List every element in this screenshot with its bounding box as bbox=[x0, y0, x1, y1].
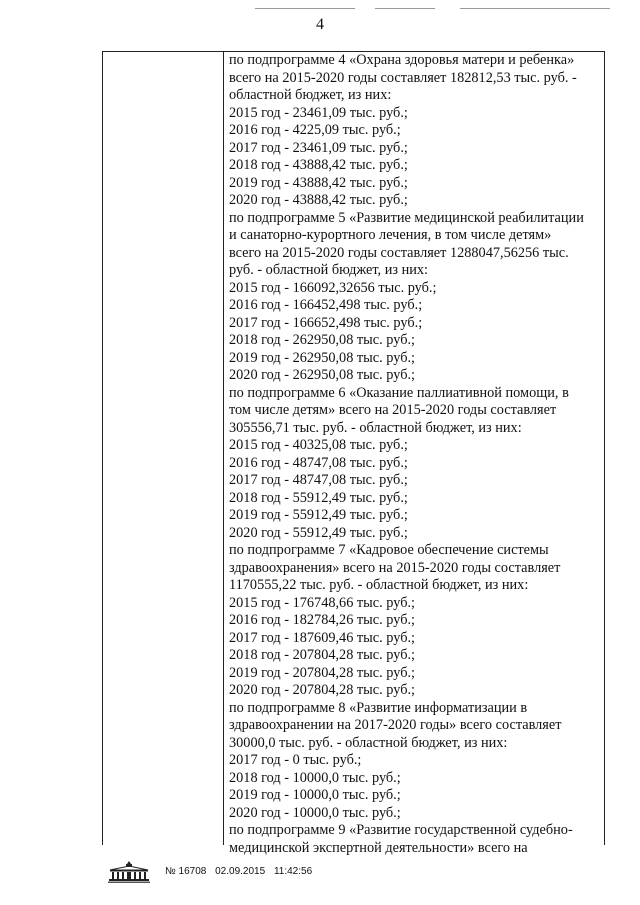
registration-date: 02.09.2015 bbox=[215, 866, 266, 877]
text-line: 2016 год - 48747,08 тыс. руб.; bbox=[229, 454, 408, 471]
text-line: 2015 год - 23461,09 тыс. руб.; bbox=[229, 104, 408, 121]
text-line: 2018 год - 43888,42 тыс. руб.; bbox=[229, 157, 408, 173]
text-line: 2020 год - 43888,42 тыс. руб.; bbox=[229, 192, 408, 208]
scan-artifact-line bbox=[255, 8, 355, 9]
text-line: 2018 год - 262950,08 тыс. руб.; bbox=[229, 332, 416, 348]
text-line: по подпрограмме 9 «Развитие государственной судебно- bbox=[229, 822, 573, 838]
text-line: областной бюджет, из них: bbox=[229, 87, 392, 103]
text-line: 2020 год - 207804,28 тыс. руб.; bbox=[229, 682, 416, 698]
text-line: здравоохранении на 2017-2020 годы» всего составляет bbox=[229, 717, 562, 733]
text-line: 2017 год - 187609,46 тыс. руб.; bbox=[229, 629, 416, 646]
text-line: 1170555,22 тыс. руб. - областной бюджет, из них: bbox=[229, 577, 529, 593]
text-line: 30000,0 тыс. руб. - областной бюджет, из них: bbox=[229, 734, 508, 751]
table-cell-funding-text bbox=[229, 52, 601, 857]
text-line: всего на 2015-2020 годы составляет 1288047,56256 тыс. bbox=[229, 244, 569, 261]
text-line: 2020 год - 55912,49 тыс. руб.; bbox=[229, 524, 408, 541]
document-table bbox=[102, 51, 605, 856]
text-line: 2018 год - 55912,49 тыс. руб.; bbox=[229, 489, 408, 506]
text-line: 2020 год - 10000,0 тыс. руб.; bbox=[229, 804, 401, 821]
text-line: 2017 год - 48747,08 тыс. руб.; bbox=[229, 472, 408, 488]
text-line: 2019 год - 207804,28 тыс. руб.; bbox=[229, 664, 416, 681]
text-line: 2018 год - 207804,28 тыс. руб.; bbox=[229, 647, 416, 663]
text-line: 2015 год - 166092,32656 тыс. руб.; bbox=[229, 279, 437, 296]
text-line: медицинской экспертной деятельности» всего на bbox=[229, 839, 528, 856]
text-line: руб. - областной бюджет, из них: bbox=[229, 262, 428, 278]
text-line: по подпрограмме 4 «Охрана здоровья матери и ребенка» bbox=[229, 52, 575, 68]
scan-artifact-line bbox=[375, 8, 435, 9]
text-line: по подпрограмме 8 «Развитие информатизации в bbox=[229, 699, 528, 716]
registration-time: 11:42:56 bbox=[273, 866, 313, 877]
text-line: и санаторно-курортного лечения, в том числе детям» bbox=[229, 227, 552, 243]
text-line: по подпрограмме 6 «Оказание паллиативной помощи, в bbox=[229, 384, 569, 401]
text-line: 2018 год - 10000,0 тыс. руб.; bbox=[229, 769, 401, 786]
document-footer bbox=[107, 860, 527, 884]
text-line: 2015 год - 40325,08 тыс. руб.; bbox=[229, 437, 408, 453]
text-line: 305556,71 тыс. руб. - областной бюджет, из них: bbox=[229, 419, 522, 436]
text-line: 2016 год - 166452,498 тыс. руб.; bbox=[229, 297, 423, 313]
column-divider bbox=[223, 52, 224, 845]
document-registration-stamp bbox=[165, 865, 318, 879]
page-number: 4 bbox=[316, 16, 324, 33]
text-line: 2015 год - 176748,66 тыс. руб.; bbox=[229, 594, 416, 611]
text-line: по подпрограмме 7 «Кадровое обеспечение системы bbox=[229, 542, 549, 558]
text-line: 2017 год - 166652,498 тыс. руб.; bbox=[229, 314, 423, 331]
document-number: № 16708 bbox=[165, 866, 207, 877]
text-line: 2017 год - 23461,09 тыс. руб.; bbox=[229, 139, 408, 156]
text-line: 2020 год - 262950,08 тыс. руб.; bbox=[229, 367, 416, 383]
text-line: том числе детям» всего на 2015-2020 годы составляет bbox=[229, 402, 557, 418]
government-building-icon bbox=[107, 860, 151, 884]
text-line: 2017 год - 0 тыс. руб.; bbox=[229, 752, 362, 768]
text-line: 2016 год - 182784,26 тыс. руб.; bbox=[229, 612, 416, 628]
text-line: 2019 год - 262950,08 тыс. руб.; bbox=[229, 349, 416, 366]
scan-artifact-line bbox=[460, 8, 610, 9]
text-line: 2016 год - 4225,09 тыс. руб.; bbox=[229, 122, 401, 138]
text-line: 2019 год - 10000,0 тыс. руб.; bbox=[229, 787, 401, 803]
text-line: по подпрограмме 5 «Развитие медицинской реабилитации bbox=[229, 209, 584, 226]
text-line: здравоохранения» всего на 2015-2020 годы составляет bbox=[229, 559, 561, 576]
text-line: всего на 2015-2020 годы составляет 182812,53 тыс. руб. - bbox=[229, 69, 577, 86]
text-line: 2019 год - 55912,49 тыс. руб.; bbox=[229, 507, 408, 523]
text-line: 2019 год - 43888,42 тыс. руб.; bbox=[229, 174, 408, 191]
